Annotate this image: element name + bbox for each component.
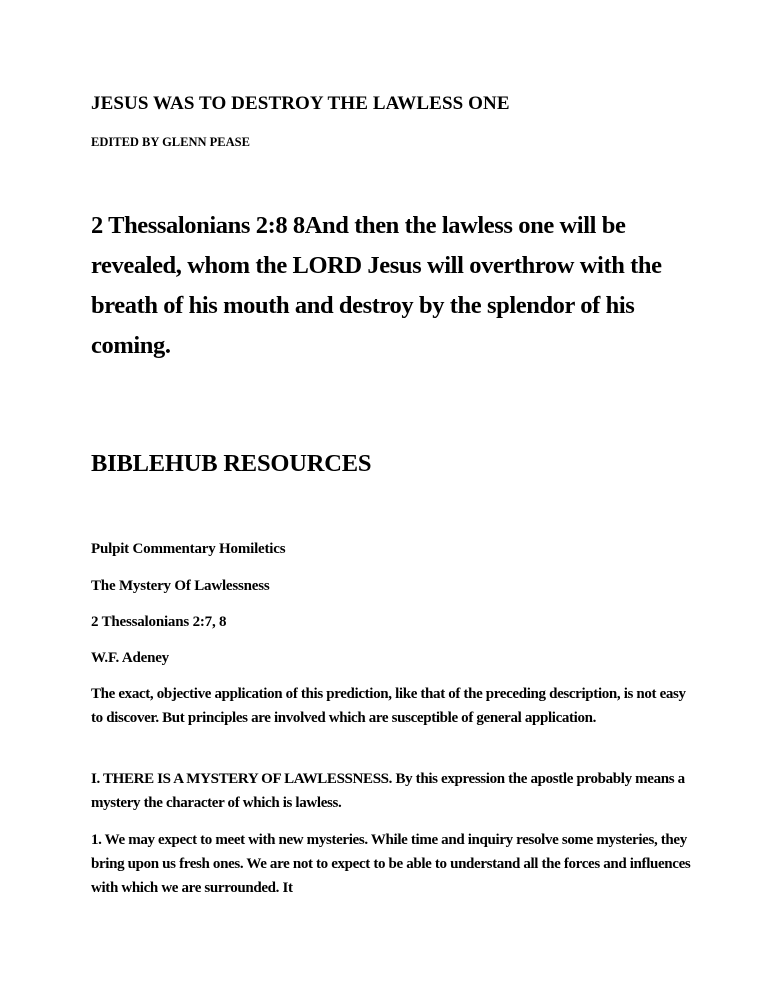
paragraph: I. THERE IS A MYSTERY OF LAWLESSNESS. By this expression the apostle probably means a mystery the character of which is lawless. <box>91 771 685 811</box>
reference-line: 2 Thessalonians 2:7, 8 <box>91 614 227 630</box>
document-title: JESUS WAS TO DESTROY THE LAWLESS ONE <box>91 93 510 114</box>
author-line: W.F. Adeney <box>91 650 169 666</box>
article-title: The Mystery Of Lawlessness <box>91 578 270 594</box>
paragraph: 1. We may expect to meet with new mysteries. While time and inquiry resolve some mysteries, they bring upon us fresh ones. We are not to expect to be able to understand all the forces and influences with which we are surrounded. It <box>91 832 691 896</box>
section-heading: BIBLEHUB RESOURCES <box>91 450 372 477</box>
scripture-verse: 2 Thessalonians 2:8 8And then the lawless one will be revealed, whom the LORD Jesus will overthrow with the breath of his mouth and destroy by the splendor of his coming. <box>91 212 662 359</box>
document-byline: EDITED BY GLENN PEASE <box>91 135 250 149</box>
source-line: Pulpit Commentary Homiletics <box>91 541 286 557</box>
paragraph: The exact, objective application of this prediction, like that of the preceding description, is not easy to discover. But principles are involved which are susceptible of general application. <box>91 686 686 726</box>
